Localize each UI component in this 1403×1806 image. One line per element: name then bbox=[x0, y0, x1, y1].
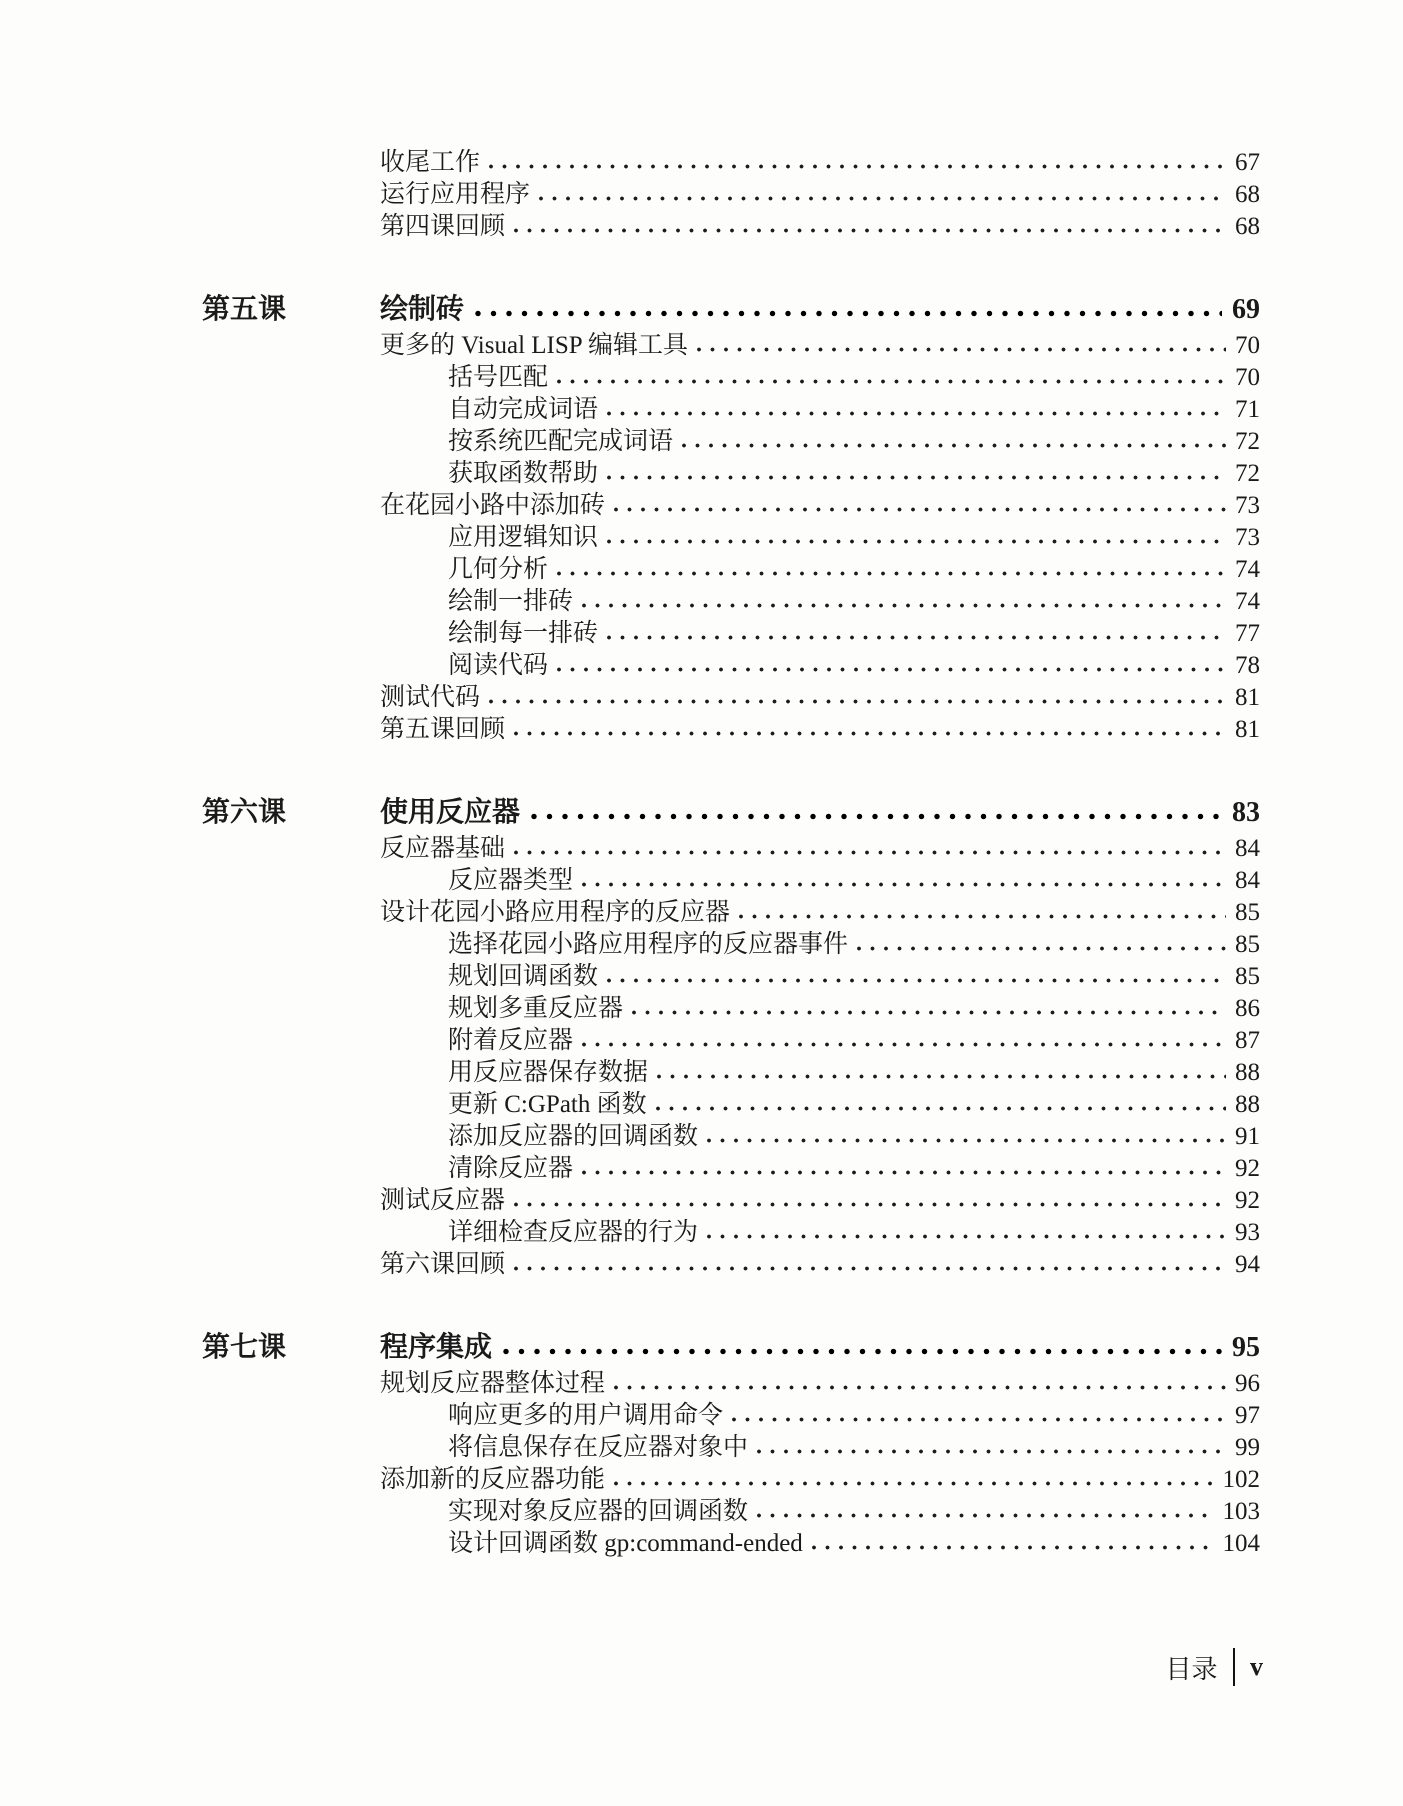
toc-entry-group bbox=[380, 833, 1260, 1281]
chapter-page-number: 95 bbox=[1232, 1332, 1260, 1363]
toc-entry-group bbox=[380, 330, 1260, 746]
toc-entry-row bbox=[380, 682, 1260, 714]
toc-entry-title: 反应器基础 bbox=[380, 835, 506, 862]
toc-entry-page-number: 70 bbox=[1235, 332, 1260, 359]
toc-entry-page-number: 73 bbox=[1235, 524, 1260, 551]
toc-entry-row bbox=[448, 1025, 1260, 1057]
toc-entry-row bbox=[380, 490, 1260, 522]
toc-entry-row bbox=[448, 394, 1260, 426]
toc-entry-row bbox=[448, 362, 1260, 394]
dot-leader bbox=[530, 812, 1222, 821]
dot-leader bbox=[731, 1416, 1226, 1423]
chapter-title: 使用反应器 bbox=[380, 797, 521, 828]
chapter-number-label: 第七课 bbox=[202, 1332, 287, 1363]
toc-entry-row bbox=[448, 1217, 1260, 1249]
toc-entry-page-number: 68 bbox=[1235, 213, 1260, 240]
toc-entry-row bbox=[448, 1496, 1260, 1528]
toc-entry-row bbox=[380, 833, 1260, 865]
toc-entry-title: 实现对象反应器的回调函数 bbox=[448, 1498, 749, 1525]
dot-leader bbox=[581, 1041, 1226, 1048]
toc-entry-title: 运行应用程序 bbox=[380, 181, 531, 208]
dot-leader bbox=[581, 602, 1226, 609]
toc-entry-title: 几何分析 bbox=[448, 556, 549, 583]
chapter-page-number: 69 bbox=[1232, 294, 1260, 325]
toc-entry-page-number: 85 bbox=[1235, 931, 1260, 958]
dot-leader bbox=[513, 1265, 1226, 1272]
toc-entry-page-number: 97 bbox=[1235, 1402, 1260, 1429]
toc-entry-row bbox=[380, 330, 1260, 362]
toc-entry-page-number: 93 bbox=[1235, 1219, 1260, 1246]
toc-entry-title: 在花园小路中添加砖 bbox=[380, 492, 606, 519]
dot-leader bbox=[606, 538, 1226, 545]
toc-entry-title: 用反应器保存数据 bbox=[448, 1059, 649, 1086]
toc-entry-page-number: 78 bbox=[1235, 652, 1260, 679]
footer-divider bbox=[1233, 1648, 1236, 1686]
toc-entry-page-number: 71 bbox=[1235, 396, 1260, 423]
toc-chapter-row bbox=[202, 793, 1260, 833]
toc-entry-page-number: 81 bbox=[1235, 716, 1260, 743]
dot-leader bbox=[556, 666, 1226, 673]
toc-entry-title: 规划多重反应器 bbox=[448, 995, 624, 1022]
page-footer bbox=[1165, 1648, 1263, 1686]
toc-entry-title: 阅读代码 bbox=[448, 652, 549, 679]
footer-page-number: v bbox=[1250, 1652, 1263, 1681]
toc-entry-row bbox=[448, 1089, 1260, 1121]
toc-entry-title: 测试代码 bbox=[380, 684, 481, 711]
toc-entry-group bbox=[380, 1368, 1260, 1560]
chapter-number-label: 第六课 bbox=[202, 797, 287, 828]
toc-entry-row bbox=[380, 179, 1260, 211]
toc-entry-row bbox=[448, 586, 1260, 618]
toc-entry-row bbox=[380, 897, 1260, 929]
toc-entry-row bbox=[380, 1185, 1260, 1217]
dot-leader bbox=[811, 1544, 1214, 1551]
dot-leader bbox=[488, 698, 1226, 705]
toc-entry-page-number: 73 bbox=[1235, 492, 1260, 519]
toc-entry-title: 响应更多的用户调用命令 bbox=[448, 1402, 724, 1429]
toc-entry-page-number: 68 bbox=[1235, 181, 1260, 208]
toc-entry-row bbox=[448, 1057, 1260, 1089]
toc-entry-row bbox=[380, 1249, 1260, 1281]
dot-leader bbox=[738, 913, 1226, 920]
toc-entry-page-number: 92 bbox=[1235, 1187, 1260, 1214]
toc-entry-title: 自动完成词语 bbox=[448, 396, 599, 423]
dot-leader bbox=[655, 1105, 1226, 1112]
toc-entry-title: 绘制每一排砖 bbox=[448, 620, 599, 647]
toc-entry-page-number: 85 bbox=[1235, 963, 1260, 990]
toc-entry-title: 添加新的反应器功能 bbox=[380, 1466, 606, 1493]
toc-entry-title: 添加反应器的回调函数 bbox=[448, 1123, 699, 1150]
toc-entry-title: 将信息保存在反应器对象中 bbox=[448, 1434, 749, 1461]
toc-entry-row bbox=[448, 458, 1260, 490]
dot-leader bbox=[613, 1480, 1213, 1487]
chapter-page-number: 83 bbox=[1232, 797, 1260, 828]
dot-leader bbox=[513, 227, 1226, 234]
toc-entry-page-number: 91 bbox=[1235, 1123, 1260, 1150]
toc-entry-page-number: 70 bbox=[1235, 364, 1260, 391]
dot-leader bbox=[606, 634, 1226, 641]
dot-leader bbox=[706, 1137, 1226, 1144]
toc-section bbox=[380, 147, 1260, 243]
toc-entry-page-number: 99 bbox=[1235, 1434, 1260, 1461]
toc-entry-row bbox=[380, 211, 1260, 243]
toc-entry-title: 第四课回顾 bbox=[380, 213, 506, 240]
dot-leader bbox=[556, 570, 1226, 577]
dot-leader bbox=[538, 195, 1226, 202]
toc-entry-row bbox=[448, 650, 1260, 682]
dot-leader bbox=[696, 346, 1226, 353]
toc-section bbox=[202, 793, 1260, 1281]
toc-entry-title: 收尾工作 bbox=[380, 149, 481, 176]
toc-entry-title: 测试反应器 bbox=[380, 1187, 506, 1214]
dot-leader bbox=[556, 378, 1226, 385]
toc-entry-title: 详细检查反应器的行为 bbox=[448, 1219, 699, 1246]
toc-entry-title: 规划回调函数 bbox=[448, 963, 599, 990]
toc-entry-page-number: 74 bbox=[1235, 556, 1260, 583]
toc-entry-title: 第六课回顾 bbox=[380, 1251, 506, 1278]
chapter-title: 程序集成 bbox=[380, 1332, 493, 1363]
dot-leader bbox=[581, 1169, 1226, 1176]
toc-entry-page-number: 94 bbox=[1235, 1251, 1260, 1278]
dot-leader bbox=[513, 849, 1226, 856]
toc-entry-page-number: 81 bbox=[1235, 684, 1260, 711]
toc-entry-row bbox=[448, 1400, 1260, 1432]
toc-entry-title: 绘制一排砖 bbox=[448, 588, 574, 615]
dot-leader bbox=[606, 474, 1226, 481]
toc-entry-row bbox=[448, 1528, 1260, 1560]
toc-entry-title: 设计花园小路应用程序的反应器 bbox=[380, 899, 731, 926]
toc-entry-page-number: 86 bbox=[1235, 995, 1260, 1022]
toc-entry-title: 规划反应器整体过程 bbox=[380, 1370, 606, 1397]
toc-entry-title: 更新 C:GPath 函数 bbox=[448, 1091, 647, 1118]
toc-entry-title: 获取函数帮助 bbox=[448, 460, 599, 487]
toc-entry-group bbox=[380, 147, 1260, 243]
toc-entry-row bbox=[448, 426, 1260, 458]
toc-entry-row bbox=[380, 1464, 1260, 1496]
toc-entry-page-number: 96 bbox=[1235, 1370, 1260, 1397]
dot-leader bbox=[756, 1448, 1226, 1455]
toc-entry-title: 反应器类型 bbox=[448, 867, 574, 894]
dot-leader bbox=[613, 1384, 1226, 1391]
toc-entry-row bbox=[448, 929, 1260, 961]
toc-entry-title: 清除反应器 bbox=[448, 1155, 574, 1182]
toc-entry-title: 更多的 Visual LISP 编辑工具 bbox=[380, 332, 688, 359]
dot-leader bbox=[606, 977, 1226, 984]
footer-section-label: 目录 bbox=[1165, 1654, 1218, 1684]
dot-leader bbox=[581, 881, 1226, 888]
toc-entry-row bbox=[380, 1368, 1260, 1400]
toc-entry-title: 附着反应器 bbox=[448, 1027, 574, 1054]
dot-leader bbox=[656, 1073, 1226, 1080]
toc-entry-title: 选择花园小路应用程序的反应器事件 bbox=[448, 931, 849, 958]
toc-entry-page-number: 103 bbox=[1222, 1498, 1260, 1525]
toc-entry-page-number: 84 bbox=[1235, 867, 1260, 894]
toc-entry-row bbox=[448, 522, 1260, 554]
toc-entry-page-number: 67 bbox=[1235, 149, 1260, 176]
toc-entry-row bbox=[448, 865, 1260, 897]
toc-entry-page-number: 74 bbox=[1235, 588, 1260, 615]
toc-entry-row bbox=[380, 147, 1260, 179]
toc-entry-title: 第五课回顾 bbox=[380, 716, 506, 743]
toc-entry-page-number: 88 bbox=[1235, 1059, 1260, 1086]
dot-leader bbox=[513, 1201, 1226, 1208]
toc-entry-page-number: 84 bbox=[1235, 835, 1260, 862]
toc-entry-page-number: 72 bbox=[1235, 460, 1260, 487]
toc-entry-row bbox=[448, 1153, 1260, 1185]
dot-leader bbox=[631, 1009, 1226, 1016]
dot-leader bbox=[756, 1512, 1213, 1519]
toc-entry-page-number: 102 bbox=[1222, 1466, 1260, 1493]
toc-entry-title: 括号匹配 bbox=[448, 364, 549, 391]
dot-leader bbox=[513, 730, 1226, 737]
dot-leader bbox=[706, 1233, 1226, 1240]
toc-entry-title: 应用逻辑知识 bbox=[448, 524, 599, 551]
dot-leader bbox=[613, 506, 1226, 513]
toc-entry-page-number: 85 bbox=[1235, 899, 1260, 926]
toc-entry-page-number: 87 bbox=[1235, 1027, 1260, 1054]
toc-entry-title: 按系统匹配完成词语 bbox=[448, 428, 674, 455]
chapter-title: 绘制砖 bbox=[380, 294, 465, 325]
toc-entry-row bbox=[448, 1121, 1260, 1153]
toc-chapter-row bbox=[202, 1328, 1260, 1368]
toc-entry-row bbox=[448, 554, 1260, 586]
toc-section bbox=[202, 290, 1260, 746]
chapter-number-label: 第五课 bbox=[202, 294, 287, 325]
dot-leader bbox=[488, 163, 1226, 170]
toc-entry-page-number: 88 bbox=[1235, 1091, 1260, 1118]
toc-entry-row bbox=[380, 714, 1260, 746]
toc-entry-page-number: 72 bbox=[1235, 428, 1260, 455]
dot-leader bbox=[856, 945, 1226, 952]
toc-entry-page-number: 104 bbox=[1222, 1530, 1260, 1557]
dot-leader bbox=[502, 1347, 1222, 1356]
toc-entry-row bbox=[448, 618, 1260, 650]
toc-entry-row bbox=[448, 1432, 1260, 1464]
toc-entry-page-number: 77 bbox=[1235, 620, 1260, 647]
dot-leader bbox=[474, 309, 1222, 318]
toc-chapter-row bbox=[202, 290, 1260, 330]
toc-entry-page-number: 92 bbox=[1235, 1155, 1260, 1182]
dot-leader bbox=[681, 442, 1226, 449]
toc-entry-row bbox=[448, 993, 1260, 1025]
toc-section bbox=[202, 1328, 1260, 1560]
dot-leader bbox=[606, 410, 1226, 417]
toc-entry-row bbox=[448, 961, 1260, 993]
toc-entry-title: 设计回调函数 gp:command-ended bbox=[448, 1530, 803, 1557]
table-of-contents bbox=[202, 147, 1260, 1560]
